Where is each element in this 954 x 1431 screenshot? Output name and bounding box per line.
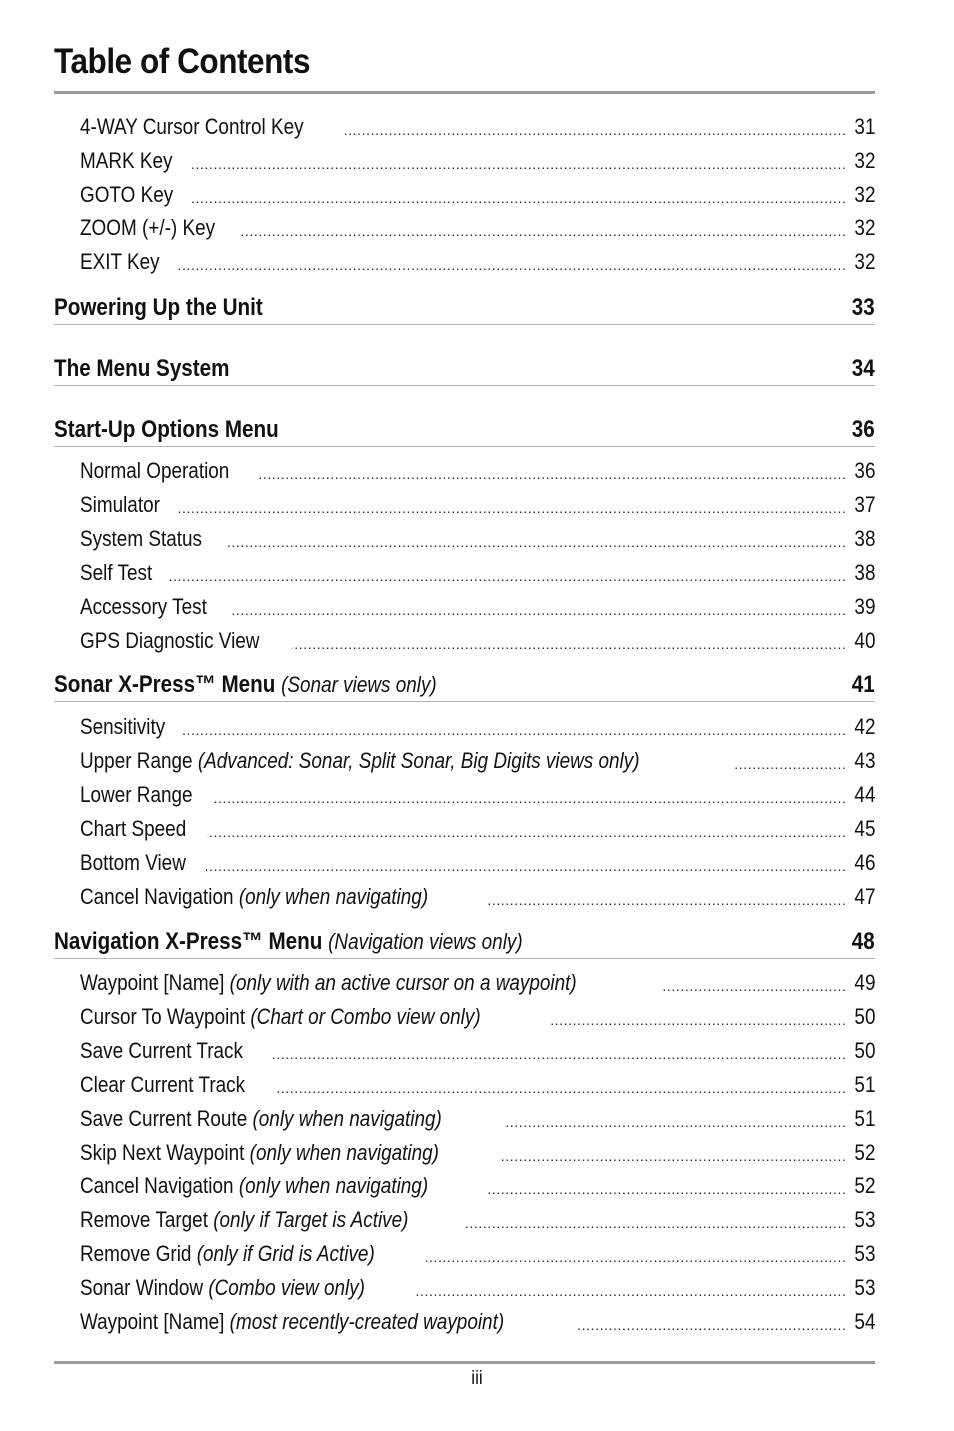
toc-label-text: Sensitivity — [80, 714, 166, 739]
toc-label — [80, 560, 152, 586]
toc-label-text: Normal Operation — [80, 458, 230, 483]
toc-page-number: 53 — [853, 1241, 875, 1266]
toc-note: (most recently-created waypoint) — [229, 1309, 505, 1334]
toc-label-text: ZOOM (+/-) Key — [80, 215, 216, 240]
toc-page-number: 49 — [853, 970, 875, 995]
toc-page-number: 36 — [853, 458, 875, 483]
toc-entry[interactable] — [80, 1169, 875, 1199]
toc-section-heading[interactable] — [54, 665, 875, 702]
dot-leader — [488, 890, 847, 910]
toc-label — [80, 1241, 375, 1267]
toc-entry[interactable] — [80, 1271, 875, 1301]
toc-label — [80, 249, 160, 275]
toc-page-number: 34 — [852, 355, 875, 382]
toc-note: (only when navigating) — [249, 1140, 439, 1165]
toc-label-text: Remove Target — [80, 1207, 208, 1232]
toc-page-number: 39 — [853, 594, 875, 619]
dot-leader — [576, 1315, 846, 1335]
dot-leader — [488, 1179, 847, 1199]
toc-label-text: Upper Range — [80, 748, 193, 773]
toc-note: (Navigation views only) — [328, 929, 523, 954]
toc-label — [80, 114, 304, 140]
toc-label — [80, 182, 173, 208]
toc-entry[interactable] — [80, 812, 875, 842]
toc-page-number: 48 — [852, 928, 875, 955]
toc-note: (Sonar views only) — [281, 672, 437, 697]
toc-page-number: 38 — [853, 526, 875, 551]
toc-page-number: 50 — [853, 1004, 875, 1029]
toc-entry[interactable] — [80, 1102, 875, 1132]
toc-page-number: 52 — [853, 1140, 875, 1165]
toc-entry[interactable] — [80, 590, 875, 620]
toc-label — [80, 1140, 439, 1166]
toc-page-number: 32 — [853, 182, 875, 207]
toc-label — [54, 671, 437, 699]
toc-page-number: 38 — [853, 560, 875, 585]
toc-page-number: 36 — [852, 416, 875, 443]
toc-label — [80, 148, 173, 174]
toc-label — [54, 416, 279, 444]
toc-label — [80, 1106, 442, 1132]
toc-section-heading[interactable] — [54, 410, 875, 447]
toc-page-number: 32 — [853, 249, 875, 274]
dot-leader — [191, 188, 846, 208]
toc-label-text: Remove Grid — [80, 1241, 192, 1266]
toc-label-text: Accessory Test — [80, 594, 207, 619]
toc-page-number: 51 — [853, 1106, 875, 1131]
toc-label-text: Cancel Navigation — [80, 884, 234, 909]
toc-label-text: Cancel Navigation — [80, 1173, 234, 1198]
toc-label — [80, 215, 215, 241]
toc-note: (Advanced: Sonar, Split Sonar, Big Digits views only) — [197, 748, 640, 773]
toc-entry[interactable] — [80, 880, 875, 910]
dot-leader — [273, 1044, 847, 1064]
toc-note: (only if Target is Active) — [213, 1207, 409, 1232]
dot-leader — [504, 1112, 847, 1132]
toc-label — [80, 1038, 243, 1064]
page-number: iii — [471, 1368, 483, 1389]
toc-page-number: 51 — [853, 1072, 875, 1097]
dot-leader — [206, 856, 846, 876]
toc-page-number: 41 — [852, 671, 875, 698]
toc-entry[interactable] — [80, 110, 875, 140]
toc-label-text: GOTO Key — [80, 182, 174, 207]
toc-entry[interactable] — [80, 624, 875, 654]
toc-label-text: The Menu System — [54, 355, 230, 382]
toc-label — [80, 1309, 504, 1335]
toc-label — [80, 850, 186, 876]
toc-section-heading[interactable] — [54, 349, 875, 386]
toc-note: (only with an active cursor on a waypoint) — [229, 970, 577, 995]
dot-leader — [275, 1078, 847, 1098]
toc-page-number: 42 — [853, 714, 875, 739]
toc-label-text: Save Current Track — [80, 1038, 243, 1063]
dot-leader — [465, 1213, 847, 1233]
toc-entry[interactable] — [80, 1068, 875, 1098]
toc-entry[interactable] — [80, 211, 875, 241]
toc-page-number: 43 — [853, 748, 875, 773]
toc-label-text: System Status — [80, 526, 202, 551]
toc-label-text: Cursor To Waypoint — [80, 1004, 246, 1029]
toc-label — [80, 1072, 245, 1098]
toc-note: (only when navigating) — [238, 1173, 429, 1198]
toc-entry[interactable] — [80, 744, 875, 774]
dot-leader — [225, 532, 847, 552]
dot-leader — [214, 788, 847, 808]
toc-label-text: Waypoint [Name] — [80, 1309, 225, 1334]
toc-page-number: 52 — [853, 1173, 875, 1198]
toc-page-number: 53 — [853, 1207, 875, 1232]
dot-leader — [231, 600, 847, 620]
dot-leader — [207, 822, 847, 842]
footer-rule — [54, 1361, 875, 1364]
toc-label-text: GPS Diagnostic View — [80, 628, 260, 653]
dot-leader — [426, 1247, 847, 1267]
toc-page-number: 54 — [853, 1309, 875, 1334]
title-rule — [54, 91, 875, 94]
toc-entry[interactable] — [80, 522, 875, 552]
toc-label — [80, 526, 202, 552]
toc-page-number: 40 — [853, 628, 875, 653]
toc-label-text: Navigation X-Press™ Menu — [54, 928, 323, 955]
dot-leader — [343, 120, 847, 140]
toc-label-text: Sonar X-Press™ Menu — [54, 671, 276, 698]
dot-leader — [176, 498, 847, 518]
dot-leader — [549, 1010, 847, 1030]
toc-label — [80, 970, 577, 996]
toc-entry[interactable] — [80, 966, 875, 996]
toc-page-number: 31 — [853, 114, 875, 139]
toc-entry[interactable] — [80, 556, 875, 586]
toc-entry[interactable] — [80, 710, 875, 740]
toc-label-text: Start-Up Options Menu — [54, 416, 279, 443]
toc-page-number: 47 — [853, 884, 875, 909]
toc-label — [80, 1275, 365, 1301]
toc-label-text: Self Test — [80, 560, 153, 585]
dot-leader — [661, 976, 847, 996]
toc-page-number: 53 — [853, 1275, 875, 1300]
toc-label-text: Simulator — [80, 492, 160, 517]
toc-label — [54, 928, 523, 956]
dot-leader — [734, 754, 847, 774]
toc-label-text: Powering Up the Unit — [54, 294, 263, 321]
toc-note: (only when navigating) — [238, 884, 429, 909]
toc-label — [80, 628, 259, 654]
toc-entry[interactable] — [80, 778, 875, 808]
toc-entry[interactable] — [80, 488, 875, 518]
toc-entry[interactable] — [80, 846, 875, 876]
dot-leader — [176, 255, 847, 275]
toc-label-text: Waypoint [Name] — [80, 970, 225, 995]
toc-label — [80, 884, 428, 910]
toc-entry[interactable] — [80, 1237, 875, 1267]
dot-leader — [257, 464, 847, 484]
toc-entry[interactable] — [80, 454, 875, 484]
toc-entry[interactable] — [80, 1000, 875, 1030]
toc-entry[interactable] — [80, 1203, 875, 1233]
toc-page-number: 50 — [853, 1038, 875, 1063]
toc-page-number: 37 — [853, 492, 875, 517]
toc-entry[interactable] — [80, 144, 875, 174]
toc-label-text: EXIT Key — [80, 249, 160, 274]
dot-leader — [240, 221, 846, 241]
dot-leader — [414, 1281, 846, 1301]
toc-label — [54, 294, 263, 322]
toc-entry[interactable] — [80, 1034, 875, 1064]
dot-leader — [182, 720, 846, 740]
toc-label-text: Skip Next Waypoint — [80, 1140, 245, 1165]
toc-label — [80, 492, 160, 518]
toc-label-text: Clear Current Track — [80, 1072, 246, 1097]
toc-entry[interactable] — [80, 178, 875, 208]
toc-note: (Chart or Combo view only) — [250, 1004, 481, 1029]
toc-label — [80, 1004, 481, 1030]
toc-page-number: 32 — [853, 148, 875, 173]
toc-label — [80, 594, 207, 620]
toc-label — [80, 714, 165, 740]
toc-page-number: 45 — [853, 816, 875, 841]
toc-label — [80, 1207, 408, 1233]
toc-label — [54, 355, 229, 383]
dot-leader — [500, 1146, 846, 1166]
toc-label — [80, 1173, 428, 1199]
toc-note: (only if Grid is Active) — [196, 1241, 375, 1266]
toc-entry[interactable] — [80, 1136, 875, 1166]
toc-label — [80, 816, 186, 842]
toc-page-number: 46 — [853, 850, 875, 875]
toc-section-heading[interactable] — [54, 922, 875, 959]
toc-section-heading[interactable] — [54, 288, 875, 325]
dot-leader — [191, 154, 847, 174]
toc-label-text: 4-WAY Cursor Control Key — [80, 114, 304, 139]
toc-label — [80, 748, 640, 774]
toc-note: (Combo view only) — [208, 1275, 365, 1300]
toc-label — [80, 782, 193, 808]
toc-entry[interactable] — [80, 245, 875, 275]
dot-leader — [167, 566, 847, 586]
toc-label-text: Chart Speed — [80, 816, 187, 841]
toc-label-text: Lower Range — [80, 782, 193, 807]
toc-page-number: 33 — [852, 294, 875, 321]
toc-label — [80, 458, 229, 484]
toc-label-text: Sonar Window — [80, 1275, 204, 1300]
toc-note: (only when navigating) — [252, 1106, 442, 1131]
toc-label-text: Bottom View — [80, 850, 186, 875]
toc-page-number: 44 — [853, 782, 875, 807]
toc-label-text: Save Current Route — [80, 1106, 248, 1131]
toc-page-number: 32 — [853, 215, 875, 240]
toc-entry[interactable] — [80, 1305, 875, 1335]
page-title: Table of Contents — [54, 42, 311, 81]
toc-label-text: MARK Key — [80, 148, 173, 173]
dot-leader — [292, 634, 847, 654]
